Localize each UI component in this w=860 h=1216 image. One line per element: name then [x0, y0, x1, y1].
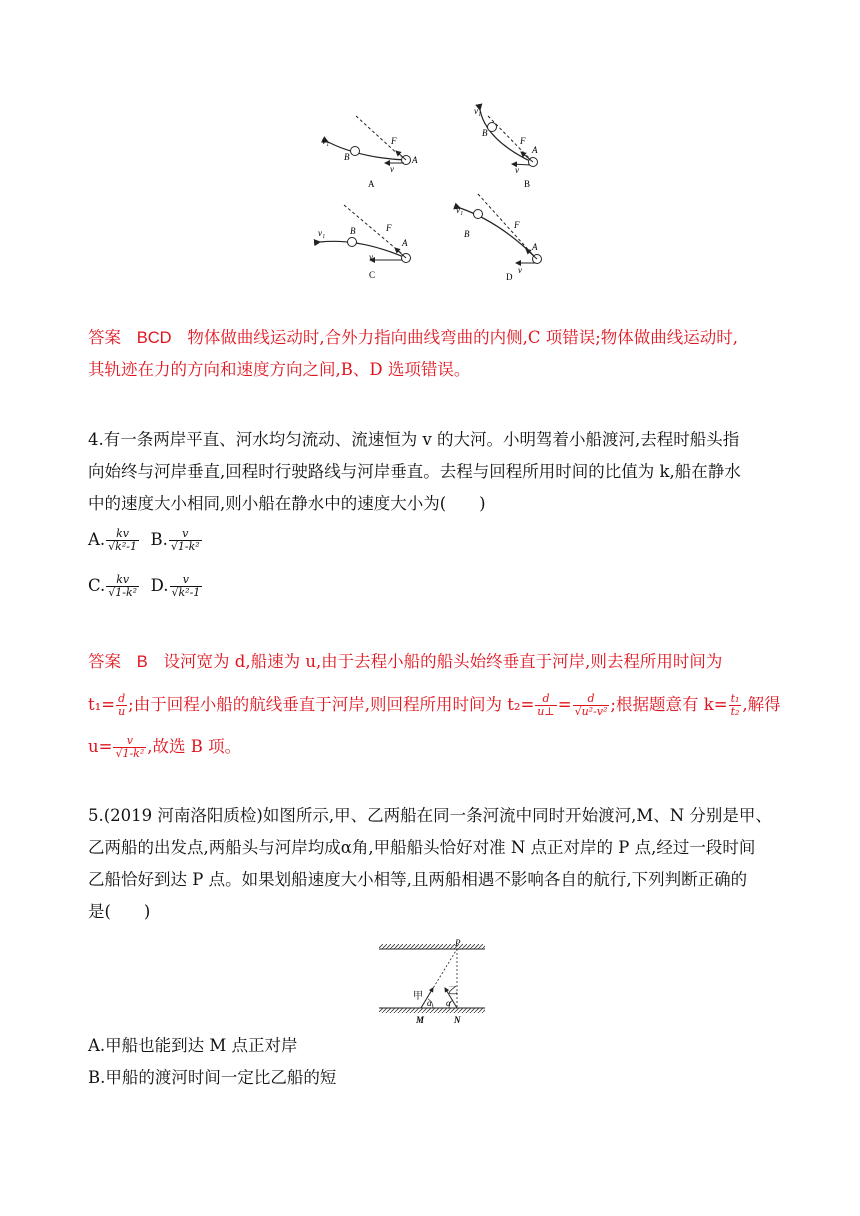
option-b-fraction	[169, 528, 202, 553]
numerator: d	[573, 693, 610, 706]
answer-prefix: 答案	[88, 328, 121, 347]
label-m: M	[416, 1015, 425, 1025]
panel-caption: B	[524, 179, 531, 189]
question-text: 是( )	[88, 902, 151, 921]
numerator: t₁	[730, 692, 740, 705]
answer-4	[88, 646, 781, 768]
label-v1: v₁	[318, 228, 326, 238]
denominator: u	[118, 705, 126, 718]
options-row-cd	[88, 574, 203, 599]
denominator: √1-k²	[170, 540, 200, 553]
question-text: 乙船恰好到达 P 点。如果划船速度大小相等,且两船相遇不影响各自的航行,下列判断正确的	[88, 870, 748, 889]
answer-text: ,解得	[742, 695, 781, 714]
panel-d	[456, 194, 542, 282]
answer-text: ;根据题意有 k=	[610, 695, 728, 714]
question-text: 向始终与河岸垂直,回程时行驶路线与河岸垂直。去程与回程所用时间的比值为 k,船在静水	[88, 462, 741, 481]
option-a-label: A.	[88, 530, 106, 549]
answer-3	[88, 322, 778, 386]
answer-choice: B	[136, 653, 148, 671]
answer-text: 物体做曲线运动时,合外力指向曲线弯曲的内侧,C 项错误;物体做曲线运动时,	[187, 328, 739, 347]
denominator: √k²-1	[108, 540, 137, 553]
label-v1: v₁	[322, 136, 330, 146]
option-c-fraction	[106, 574, 139, 599]
label-p: P	[455, 938, 461, 948]
answer-prefix: 答案	[88, 652, 121, 671]
t1-label: t₁=	[88, 695, 116, 714]
equals-sign: =	[557, 695, 572, 714]
t2-fraction	[535, 693, 556, 718]
label-a: A	[532, 242, 538, 252]
denominator: √k²-1	[171, 586, 201, 599]
label-v: v	[390, 164, 394, 174]
label-a: A	[532, 145, 538, 155]
label-v1: v₁	[456, 205, 464, 215]
label-b: B	[350, 226, 356, 236]
question-5	[88, 800, 778, 928]
numerator: v	[170, 574, 203, 587]
label-v1: v₁	[474, 106, 482, 116]
label-jia: 甲	[413, 991, 423, 1002]
answer-choice: BCD	[136, 329, 172, 347]
t1-fraction	[116, 693, 127, 718]
label-v: v	[518, 265, 522, 275]
panel-caption: D	[506, 272, 513, 282]
answer-text: ,故选 B 项。	[147, 737, 242, 756]
numerator: d	[535, 693, 556, 706]
label-f: F	[520, 136, 526, 146]
denominator: √1-k²	[115, 747, 145, 760]
numerator: v	[113, 735, 146, 748]
denominator: t₂	[730, 705, 740, 718]
denominator: √1-k²	[108, 586, 138, 599]
numerator: d	[116, 693, 127, 706]
option-a-fraction	[106, 528, 139, 553]
label-alpha: α	[446, 998, 451, 1008]
denominator: √u²-v²	[574, 705, 608, 718]
label-yi: 乙	[448, 986, 458, 997]
answer-text: 其轨迹在力的方向和速度方向之间,B、D 选项错误。	[88, 360, 471, 379]
question-text: 5.(2019 河南洛阳质检)如图所示,甲、乙两船在同一条河流中同时开始渡河,M、N 分别是甲、	[88, 806, 772, 825]
panel-b	[474, 106, 538, 189]
question-text: 中的速度大小相同,则小船在静水中的速度大小为( )	[88, 494, 486, 513]
question-text: 乙两船的出发点,两船头与河岸均成α角,甲船船头恰好对准 N 点正对岸的 P 点,经过一段时间	[88, 838, 756, 857]
u-fraction	[113, 735, 146, 760]
numerator: kv	[106, 574, 139, 587]
label-f: F	[386, 223, 392, 233]
options-row-ab	[88, 528, 203, 553]
question-5-options	[88, 1030, 778, 1094]
curve-motion-figure	[300, 100, 560, 285]
panel-caption: A	[368, 179, 375, 189]
k-fraction	[729, 693, 742, 718]
label-v: v	[369, 252, 373, 262]
u-label: u=	[88, 737, 113, 756]
panel-caption: C	[369, 270, 376, 280]
numerator: kv	[106, 528, 139, 541]
label-f: F	[514, 220, 520, 230]
option-d-fraction	[170, 574, 203, 599]
option-b: B.甲船的渡河时间一定比乙船的短	[88, 1068, 337, 1087]
option-a: A.甲船也能到达 M 点正对岸	[88, 1036, 298, 1055]
label-b: B	[464, 229, 470, 239]
label-v: v	[515, 165, 519, 175]
label-b: B	[344, 152, 350, 162]
option-b-label: B.	[150, 530, 168, 549]
option-c-label: C.	[88, 576, 106, 595]
numerator: v	[169, 528, 202, 541]
label-a: A	[402, 238, 408, 248]
question-text: 4.有一条两岸平直、河水均匀流动、流速恒为 v 的大河。小明驾着小船渡河,去程时船头指	[88, 430, 740, 449]
label-n: N	[454, 1015, 461, 1025]
panel-a	[322, 116, 418, 189]
label-b: B	[482, 128, 488, 138]
t2b-fraction	[573, 693, 610, 718]
label-f: F	[391, 136, 397, 146]
label-a: A	[412, 155, 418, 165]
answer-text: ;由于回程小船的航线垂直于河岸,则回程所用时间为 t₂=	[128, 695, 535, 714]
panel-c	[318, 205, 411, 280]
label-alpha: α	[427, 998, 432, 1008]
river-crossing-figure	[375, 936, 490, 1028]
answer-text: 设河宽为 d,船速为 u,由于去程小船的船头始终垂直于河岸,则去程所用时间为	[163, 652, 723, 671]
option-d-label: D.	[150, 576, 169, 595]
question-4	[88, 424, 778, 520]
denominator: u⊥	[537, 705, 555, 718]
